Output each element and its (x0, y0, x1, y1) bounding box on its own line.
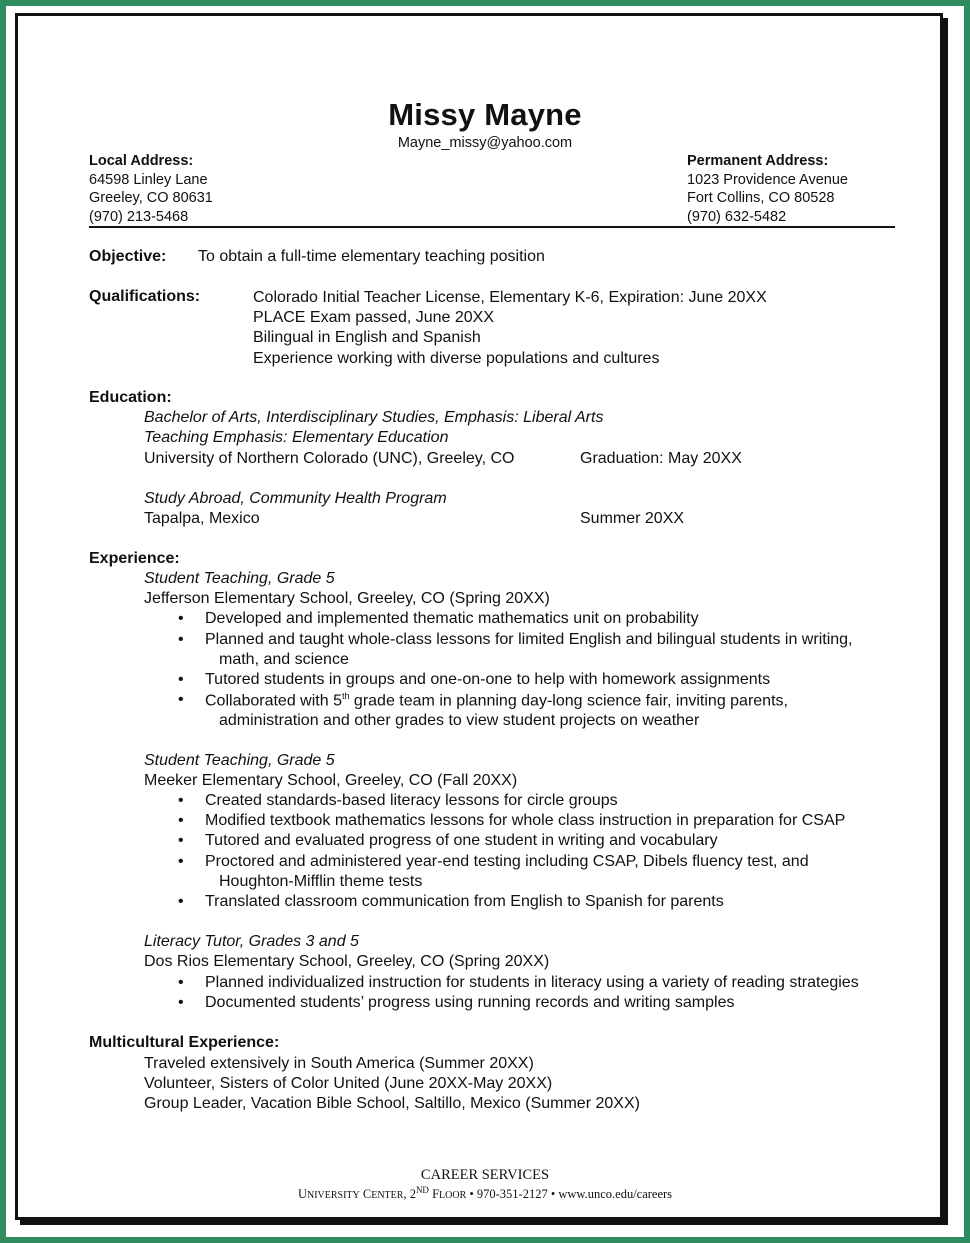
list-item-text: Collaborated with 5 (205, 692, 342, 710)
multicultural-label: Multicultural Experience: (89, 1034, 280, 1051)
footer-text: , 2 (403, 1187, 416, 1202)
list-item: Translated classroom communication from English to Spanish for parents (205, 893, 724, 910)
list-item-continued: math, and science (219, 651, 349, 668)
permanent-address-phone: (970) 632-5482 (687, 208, 787, 225)
footer-text: ND (415, 1185, 429, 1195)
footer-title: CAREER SERVICES (420, 1167, 550, 1183)
qualifications-list (253, 288, 767, 369)
list-item: PLACE Exam passed, June 20XX (253, 309, 495, 327)
footer-text: LOOR (439, 1190, 467, 1202)
list-item-continued: Houghton-Mifflin theme tests (219, 873, 423, 890)
list-item: Developed and implemented thematic mathematics unit on probability (205, 610, 699, 627)
list-item: Bilingual in English and Spanish (253, 329, 481, 347)
bullet: • (178, 853, 184, 870)
job-title: Student Teaching, Grade 5 (144, 752, 335, 769)
list-item: Planned individualized instruction for students in literacy using a variety of reading strategies (205, 974, 859, 991)
study-abroad-place: Tapalpa, Mexico (144, 510, 260, 527)
footer-text: U (297, 1187, 307, 1202)
bullet: • (178, 812, 184, 829)
list-item: Planned and taught whole-class lessons for limited English and bilingual students in writing, (205, 631, 853, 648)
bullet: • (178, 671, 184, 688)
footer-text: • 970-351-2127 • www.unco.edu/careers (466, 1187, 673, 1202)
bullet: • (178, 893, 184, 910)
study-abroad-date: Summer 20XX (580, 510, 685, 527)
study-abroad-title: Study Abroad, Community Health Program (144, 490, 447, 507)
ordinal-suffix: th (341, 691, 350, 701)
list-item: Tutored and evaluated progress of one student in writing and vocabulary (205, 832, 718, 849)
education-emphasis: Teaching Emphasis: Elementary Education (144, 429, 449, 446)
bullet: • (178, 631, 184, 648)
list-item: Modified textbook mathematics lessons for whole class instruction in preparation for CSAP (205, 812, 846, 829)
education-school: University of Northern Colorado (UNC), Greeley, CO (144, 450, 515, 467)
permanent-address-block (687, 152, 848, 226)
list-item: Experience working with diverse populations and cultures (253, 349, 660, 367)
bullet: • (178, 974, 184, 991)
permanent-address-street: 1023 Providence Avenue (687, 171, 848, 188)
bullet: • (178, 610, 184, 627)
list-item: Traveled extensively in South America (Summer 20XX) (144, 1055, 534, 1072)
list-item (205, 691, 788, 710)
education-graduation: Graduation: May 20XX (580, 450, 742, 467)
permanent-address-heading: Permanent Address: (687, 153, 829, 169)
footer-text: ENTER (371, 1190, 404, 1202)
header-divider (89, 226, 895, 228)
list-item: Volunteer, Sisters of Color United (June 20XX-May 20XX) (144, 1075, 553, 1093)
list-item: Created standards-based literacy lessons for circle groups (205, 792, 618, 809)
candidate-name: Missy Mayne (388, 97, 582, 132)
local-address-city: Greeley, CO 80631 (89, 190, 213, 206)
local-address-phone: (970) 213-5468 (89, 208, 189, 225)
candidate-email: Mayne_missy@yahoo.com (397, 135, 573, 151)
list-item-continued: administration and other grades to view student projects on weather (219, 712, 700, 729)
list-item: Group Leader, Vacation Bible School, Saltillo, Mexico (Summer 20XX) (144, 1095, 640, 1113)
job-title: Student Teaching, Grade 5 (144, 570, 335, 587)
list-item: Colorado Initial Teacher License, Elementary K-6, Expiration: June 20XX (253, 289, 767, 306)
job-place: Dos Rios Elementary School, Greeley, CO (Spring 20XX) (144, 953, 550, 970)
education-degree: Bachelor of Arts, Interdisciplinary Studies, Emphasis: Liberal Arts (144, 409, 604, 426)
bullet: • (178, 792, 184, 809)
local-address-heading: Local Address: (89, 153, 194, 169)
footer-text: NIVERSITY (306, 1190, 360, 1202)
education-label: Education: (89, 389, 172, 406)
job-title: Literacy Tutor, Grades 3 and 5 (144, 933, 359, 950)
footer-contact (0, 1185, 970, 1202)
local-address-street: 64598 Linley Lane (89, 171, 208, 188)
bullet: • (178, 832, 184, 849)
objective-text: To obtain a full-time elementary teaching position (198, 248, 545, 265)
footer-text: F (428, 1187, 440, 1202)
list-item: Proctored and administered year-end testing including CSAP, Dibels fluency test, and (205, 853, 809, 870)
qualifications-label: Qualifications: (89, 288, 201, 305)
list-item: Tutored students in groups and one-on-one to help with homework assignments (205, 671, 771, 688)
footer-text: C (359, 1187, 372, 1202)
objective-label: Objective: (89, 248, 167, 265)
permanent-address-city: Fort Collins, CO 80528 (687, 190, 835, 206)
job-place: Meeker Elementary School, Greeley, CO (Fall 20XX) (144, 772, 518, 789)
list-item-text: grade team in planning day-long science fair, inviting parents, (349, 692, 788, 710)
experience-label: Experience: (89, 550, 180, 567)
bullet: • (178, 691, 184, 708)
job-place: Jefferson Elementary School, Greeley, CO (Spring 20XX) (144, 590, 550, 607)
bullet: • (178, 994, 184, 1011)
list-item: Documented students’ progress using running records and writing samples (205, 994, 735, 1011)
multicultural-list (144, 1054, 640, 1115)
local-address-block (89, 152, 213, 226)
